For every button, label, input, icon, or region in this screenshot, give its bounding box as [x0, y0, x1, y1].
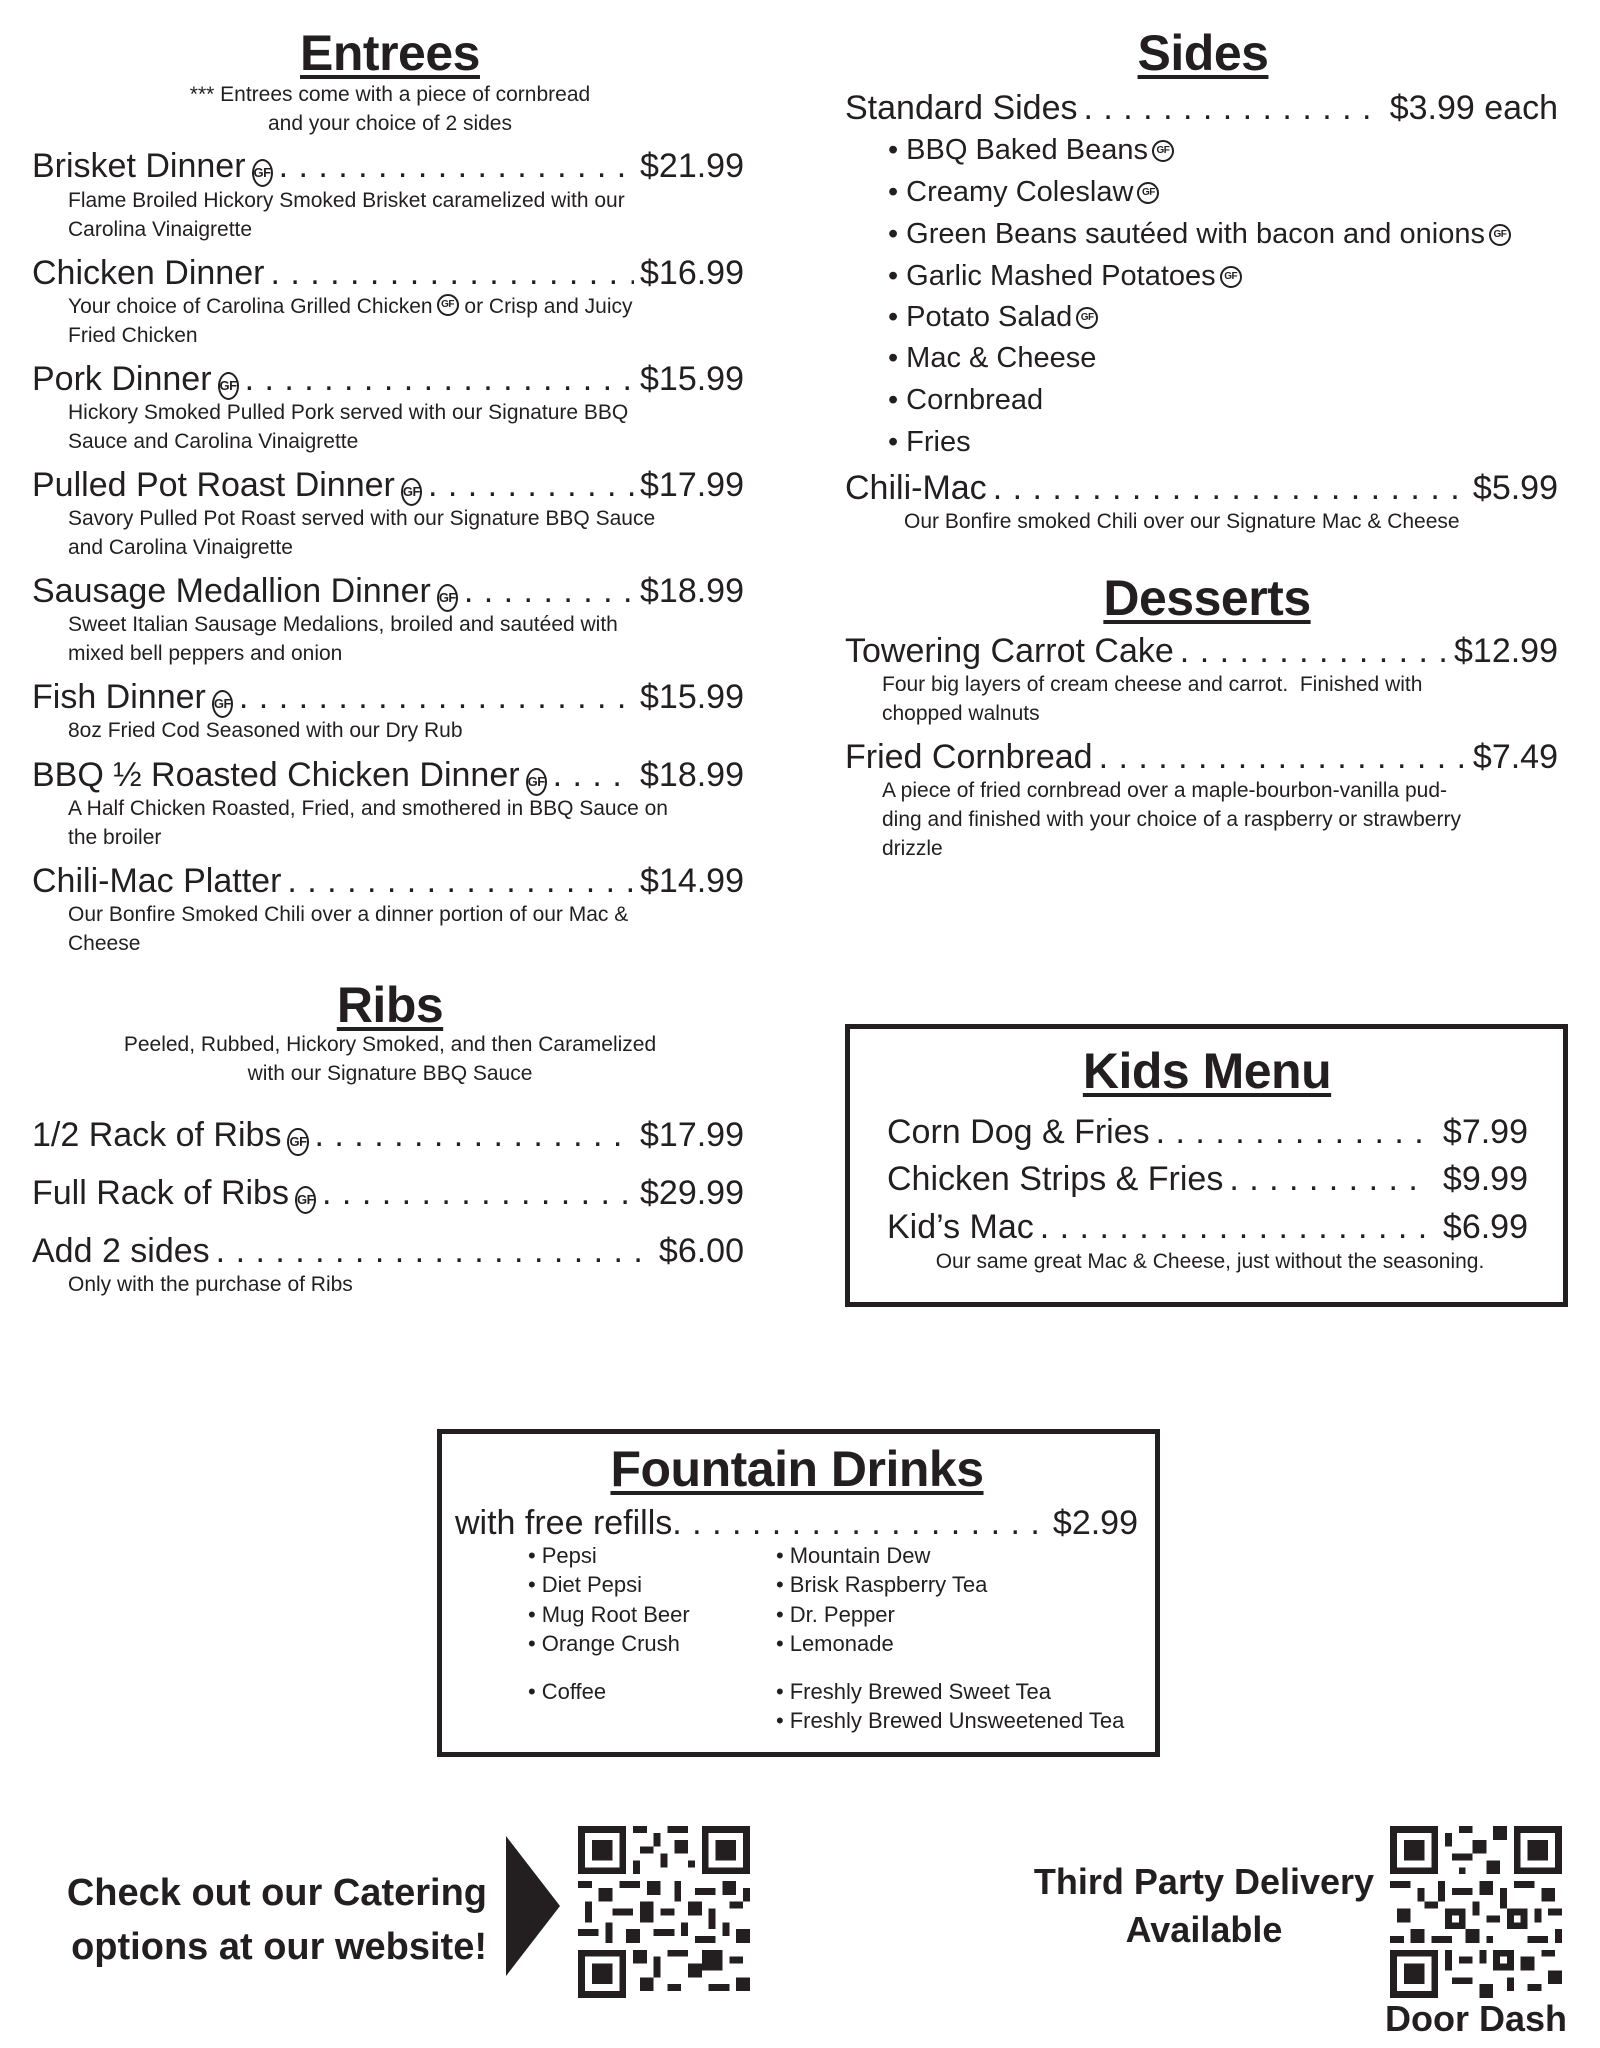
menu-item-fried-cornbread — [845, 737, 1558, 777]
item-price: $29.99 — [640, 1174, 744, 1212]
gluten-free-icon: GF — [401, 478, 422, 506]
delivery-line: Available — [1125, 1909, 1283, 1950]
description-line: Fried Chicken — [68, 324, 198, 347]
menu-item-corn-dog-fries — [887, 1112, 1528, 1152]
side-name: BBQ Baked Beans — [906, 134, 1148, 166]
item-price: $6.00 — [658, 1232, 744, 1270]
side-item — [888, 341, 1096, 375]
description-line: Savory Pulled Pot Roast served with our Signature BBQ Sauce — [68, 507, 656, 530]
item-price: $3.99 each — [1389, 89, 1558, 127]
gluten-free-icon: GF — [437, 294, 459, 316]
side-name: Potato Salad — [906, 301, 1073, 333]
fountain-drinks-price-row — [455, 1503, 1138, 1543]
side-item — [888, 217, 1511, 251]
item-description — [68, 1270, 353, 1299]
ribs-note-line1: Peeled, Rubbed, Hickory Smoked, and then Caramelized — [123, 1033, 657, 1056]
side-name: Fries — [906, 426, 971, 458]
description-line: mixed bell peppers and onion — [68, 642, 343, 665]
description-line: Hickory Smoked Pulled Pork served with our Signature BBQ — [68, 401, 629, 424]
delivery-promo — [1034, 1858, 1374, 1954]
description-line: the broiler — [68, 826, 162, 849]
arrow-right-icon — [506, 1836, 560, 1976]
side-name: Creamy Coleslaw — [906, 176, 1134, 208]
description-line: chopped walnuts — [882, 702, 1040, 725]
drink-item: • Coffee — [528, 1678, 606, 1706]
qr-code-icon — [1390, 1826, 1562, 1998]
description-line: ding and finished with your choice of a raspberry or strawberry — [882, 808, 1461, 831]
description-line: Cheese — [68, 932, 141, 955]
description-line: Our Bonfire Smoked Chili over a dinner portion of our Mac & — [68, 903, 629, 926]
description-text: or Crisp and Juicy — [464, 295, 633, 318]
item-name: Full Rack of Ribs — [32, 1174, 289, 1212]
leader-dots — [1180, 631, 1448, 671]
menu-item-kids-mac — [887, 1207, 1528, 1247]
qr-code-icon — [578, 1826, 750, 1998]
item-price: $9.99 — [1442, 1160, 1528, 1198]
item-name: Towering Carrot Cake — [845, 632, 1174, 670]
catering-line: options at our website! — [71, 1926, 487, 1968]
drink-item: • Orange Crush — [528, 1630, 680, 1658]
description-line: A Half Chicken Roasted, Fried, and smothered in BBQ Sauce on — [68, 797, 668, 820]
side-item — [888, 300, 1098, 334]
gluten-free-icon: GF — [1489, 224, 1511, 246]
delivery-line: Third Party Delivery — [1033, 1861, 1375, 1902]
menu-item-brisket-dinner — [32, 146, 744, 187]
leader-dots — [1084, 88, 1372, 128]
item-description — [882, 776, 1461, 863]
entrees-note-line2: and your choice of 2 sides — [268, 112, 512, 135]
item-description — [68, 610, 618, 668]
menu-item-sausage-medallion-dinner — [32, 571, 744, 612]
side-item — [888, 425, 971, 459]
ribs-note-line2: with our Signature BBQ Sauce — [247, 1062, 533, 1085]
menu-item-towering-carrot-cake — [845, 631, 1558, 671]
item-name: Fish Dinner — [32, 678, 206, 716]
gluten-free-icon: GF — [252, 159, 273, 187]
menu-item-pulled-pot-roast-dinner — [32, 465, 744, 506]
description-line: Flame Broiled Hickory Smoked Brisket caramelized with our — [68, 189, 625, 212]
side-name: Cornbread — [906, 384, 1044, 416]
description-line: A piece of fried cornbread over a maple-bourbon-vanilla pud- — [882, 779, 1448, 802]
gluten-free-icon: GF — [212, 690, 233, 718]
leader-dots — [1229, 1159, 1429, 1199]
item-price: $12.99 — [1454, 632, 1558, 670]
leader-dots — [322, 1173, 634, 1213]
catering-line: Check out our Catering — [66, 1872, 487, 1914]
item-description — [882, 670, 1422, 728]
drink-item: • Mountain Dew — [776, 1542, 930, 1570]
item-name: Chicken Dinner — [32, 254, 265, 292]
desserts-title: Desserts — [1103, 570, 1311, 626]
gluten-free-icon: GF — [218, 372, 239, 400]
leader-dots — [287, 861, 634, 901]
description-line: drizzle — [882, 837, 943, 860]
drink-item: • Mug Root Beer — [528, 1601, 690, 1629]
item-description — [68, 292, 632, 350]
item-price: $2.99 — [1052, 1504, 1138, 1542]
menu-item-bbq-half-roasted-chicken-dinner — [32, 755, 744, 796]
catering-promo — [67, 1866, 487, 1974]
leader-dots — [428, 465, 634, 505]
description-line: Four big layers of cream cheese and carrot. Finished with — [882, 673, 1423, 696]
item-name: Chicken Strips & Fries — [887, 1160, 1224, 1198]
drink-item: • Diet Pepsi — [528, 1571, 642, 1599]
side-name: Garlic Mashed Potatoes — [906, 260, 1216, 292]
description-line — [68, 292, 632, 321]
catering-qr-code[interactable] — [578, 1826, 750, 1998]
item-name: Chili-Mac Platter — [32, 862, 282, 900]
item-name: Corn Dog & Fries — [887, 1113, 1150, 1151]
drink-item: • Pepsi — [528, 1542, 597, 1570]
item-name: Pork Dinner — [32, 360, 212, 398]
leader-dots — [245, 359, 634, 399]
item-price: $14.99 — [640, 862, 744, 900]
gluten-free-icon: GF — [1076, 307, 1098, 329]
leader-dots — [270, 253, 634, 293]
item-price: $15.99 — [640, 678, 744, 716]
gluten-free-icon: GF — [1152, 140, 1174, 162]
gluten-free-icon: GF — [295, 1186, 316, 1214]
item-name: Pulled Pot Roast Dinner — [32, 466, 395, 504]
gluten-free-icon: GF — [526, 768, 547, 796]
menu-item-fish-dinner — [32, 677, 744, 718]
leader-dots — [239, 677, 634, 717]
item-price: $17.99 — [640, 1116, 744, 1154]
item-price: $7.99 — [1442, 1113, 1528, 1151]
menu-item-chili-mac — [845, 468, 1558, 508]
leader-dots — [993, 468, 1467, 508]
item-price: $5.99 — [1472, 469, 1558, 507]
menu-item-half-rack-ribs — [32, 1115, 744, 1156]
side-item — [888, 175, 1159, 209]
leader-dots — [216, 1231, 653, 1271]
item-description: Our Bonfire smoked Chili over our Signature Mac & Cheese — [904, 510, 1460, 533]
item-price: $16.99 — [640, 254, 744, 292]
side-item — [888, 259, 1242, 293]
leader-dots — [279, 146, 634, 186]
doordash-label: Door Dash — [1384, 1998, 1568, 2039]
item-price: $18.99 — [640, 756, 744, 794]
leader-dots — [672, 1503, 1039, 1543]
ribs-title: Ribs — [336, 977, 444, 1033]
gluten-free-icon: GF — [1137, 182, 1159, 204]
description-line: Sauce and Carolina Vinaigrette — [68, 430, 359, 453]
drink-item: • Brisk Raspberry Tea — [776, 1571, 987, 1599]
kids-mac-note: Our same great Mac & Cheese, just without the seasoning. — [935, 1250, 1485, 1273]
item-name: 1/2 Rack of Ribs — [32, 1116, 282, 1154]
item-name: Kid’s Mac — [887, 1208, 1034, 1246]
doordash-qr-code[interactable] — [1390, 1826, 1562, 1998]
item-price: $15.99 — [640, 360, 744, 398]
fountain-drinks-title: Fountain Drinks — [610, 1441, 984, 1497]
description-line: and Carolina Vinaigrette — [68, 536, 293, 559]
item-price: $7.49 — [1472, 738, 1558, 776]
item-description — [68, 504, 655, 562]
standard-sides-row — [845, 88, 1558, 128]
drink-item: • Freshly Brewed Unsweetened Tea — [776, 1707, 1124, 1735]
leader-dots — [315, 1115, 634, 1155]
side-name: Green Beans sautéed with bacon and onions — [906, 218, 1485, 250]
kids-menu-title: Kids Menu — [1082, 1043, 1332, 1099]
entrees-title: Entrees — [300, 25, 480, 81]
item-price: $6.99 — [1442, 1208, 1528, 1246]
item-description — [68, 186, 625, 244]
side-item — [888, 133, 1174, 167]
menu-item-add-2-sides — [32, 1231, 744, 1271]
menu-item-full-rack-ribs — [32, 1173, 744, 1214]
item-name: with free refills — [455, 1504, 673, 1542]
leader-dots — [464, 571, 634, 611]
description-line: Only with the purchase of Ribs — [68, 1273, 353, 1296]
side-name: Mac & Cheese — [906, 342, 1097, 374]
item-price: $18.99 — [640, 572, 744, 610]
item-name: Sausage Medallion Dinner — [32, 572, 431, 610]
item-name: BBQ ½ Roasted Chicken Dinner — [32, 756, 520, 794]
item-name: Add 2 sides — [32, 1232, 210, 1270]
item-price: $17.99 — [640, 466, 744, 504]
item-description — [68, 398, 628, 456]
sides-title: Sides — [1137, 25, 1269, 81]
item-description — [68, 794, 668, 852]
entrees-note-line1: *** Entrees come with a piece of cornbread — [189, 83, 591, 106]
item-description — [68, 716, 463, 745]
leader-dots — [1156, 1112, 1429, 1152]
leader-dots — [1099, 737, 1467, 777]
description-line: Carolina Vinaigrette — [68, 218, 253, 241]
drink-item: • Lemonade — [776, 1630, 894, 1658]
leader-dots — [1040, 1207, 1429, 1247]
gluten-free-icon: GF — [287, 1128, 308, 1156]
leader-dots — [553, 755, 634, 795]
gluten-free-icon: GF — [1220, 266, 1242, 288]
menu-item-chicken-dinner — [32, 253, 744, 293]
drink-item: • Dr. Pepper — [776, 1601, 895, 1629]
description-text: Your choice of Carolina Grilled Chicken — [68, 295, 433, 318]
item-name: Chili-Mac — [845, 469, 987, 507]
gluten-free-icon: GF — [437, 584, 458, 612]
item-name: Standard Sides — [845, 89, 1078, 127]
item-price: $21.99 — [640, 147, 744, 185]
side-item — [888, 383, 1043, 417]
item-name: Brisket Dinner — [32, 147, 246, 185]
menu-item-pork-dinner — [32, 359, 744, 400]
drink-item: • Freshly Brewed Sweet Tea — [776, 1678, 1051, 1706]
description-line: 8oz Fried Cod Seasoned with our Dry Rub — [68, 719, 463, 742]
menu-item-chili-mac-platter — [32, 861, 744, 901]
item-name: Fried Cornbread — [845, 738, 1093, 776]
description-line: Sweet Italian Sausage Medalions, broiled and sautéed with — [68, 613, 618, 636]
menu-item-chicken-strips-fries — [887, 1159, 1528, 1199]
item-description — [68, 900, 628, 958]
